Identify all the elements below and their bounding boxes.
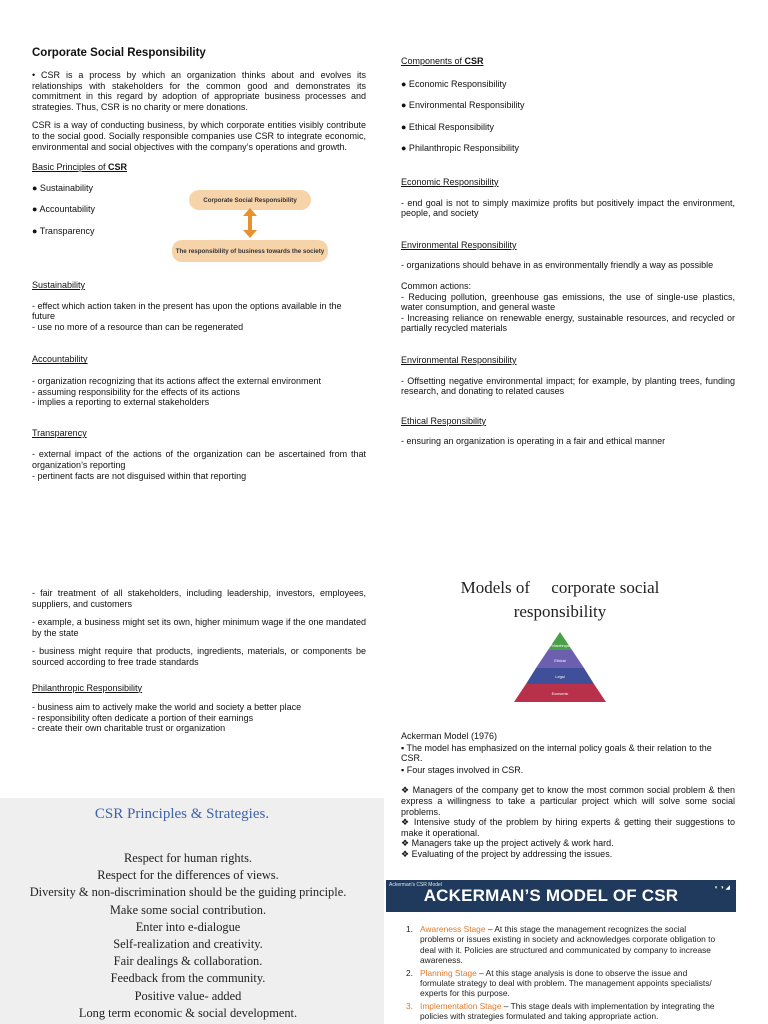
- component-ethical: ● Ethical Responsibility: [401, 121, 494, 132]
- intro-paragraph-1: • CSR is a process by which an organization thinks about and evolves its relationships with stakeholders for the common good and demonstrates its commitment in this regard by adoption of appropriate business processes and strategies. Thus, CSR is no charity or mere donations.: [32, 70, 366, 112]
- pyramid-label-economic: Economic: [551, 692, 569, 696]
- diagram-bottom-box: The responsibility of business towards the society: [172, 240, 328, 262]
- environmental-point-1: - organizations should behave in as environmentally friendly a way as possible: [401, 260, 714, 271]
- stage-name: Implementation Stage: [420, 1000, 502, 1011]
- principle-item: Make some social contribution.: [109, 902, 267, 917]
- principles-title: CSR Principles & Strategies.: [94, 806, 270, 822]
- principles-image: [0, 798, 384, 1024]
- economic-point-1: - end goal is not to simply maximize profits but positively impact the environment, people, and society: [401, 197, 735, 219]
- accountability-point-2: - assuming responsibility for the effects of its actions: [32, 386, 240, 397]
- slide-body: [406, 924, 718, 1024]
- models-title: Models of corporate social responsibility: [460, 578, 660, 621]
- bullet-sustainability: ● Sustainability: [32, 182, 93, 193]
- ackerman-stage-3: ❖ Managers take up the project actively & work hard.: [401, 838, 614, 849]
- principle-item: Respect for the differences of views.: [97, 868, 279, 883]
- pyramid-label-philanthropic: Philanthropic: [549, 644, 571, 648]
- slide-item-planning: 2. Planning Stage – At this stage analysis is done to observe the issue and formulate strategy to deal with problem. The management appoints specialists/ experts for this purpose.: [406, 967, 712, 999]
- slide-header: [386, 880, 736, 912]
- pyramid-label-ethical: Ethical: [554, 659, 566, 663]
- philanthropic-point-1: - business aim to actively make the world and society a better place: [32, 702, 302, 713]
- csr-pyramid: [514, 632, 606, 704]
- stage-name: Awareness Stage: [420, 924, 486, 934]
- environmental-heading-2: Environmental Responsibility: [401, 354, 517, 365]
- transparency-point-1: - external impact of the actions of the organization can be ascertained from that organization’s reporting: [32, 449, 366, 470]
- ethical-point-3: - business might require that products, ingredients, materials, or components be sourced according to free trade standards: [32, 646, 366, 667]
- accountability-point-3: - implies a reporting to external stakeholders: [32, 397, 210, 408]
- ackerman-model-title: Ackerman Model (1976): [401, 731, 498, 741]
- ackerman-slide: [386, 880, 736, 1024]
- environmental-offset-point: - Offsetting negative environmental impact; for example, by planting trees, funding research, and donating to related causes: [401, 375, 735, 397]
- principle-item: Respect for human rights.: [123, 851, 252, 865]
- components-heading: Components of CSR: [401, 56, 484, 66]
- ackerman-point-2: ▪ Four stages involved in CSR.: [401, 764, 524, 775]
- principle-item: Long term economic & social development.: [78, 1005, 298, 1020]
- left-column-lower: [32, 588, 366, 734]
- ackerman-point-1: ▪ The model has emphasized on the internal policy goals & their relation to the CSR.: [401, 742, 712, 764]
- ethical-definition: - ensuring an organization is operating in a fair and ethical manner: [401, 436, 666, 447]
- ackerman-stage-1: ❖ Managers of the company get to know the most common social problem & then express a willingness to take a particular project which will solve some social problems.: [401, 785, 735, 817]
- left-column-details: [32, 280, 366, 481]
- environmental-point-3: - Increasing reliance on renewable energy, sustainable resources, and recycled or partially recycled materials: [401, 312, 735, 334]
- stage-name: Planning Stage: [420, 967, 477, 978]
- transparency-point-2: - pertinent facts are not disguised within that reporting: [32, 470, 247, 481]
- csr-diagram: [172, 186, 328, 264]
- ethical-heading: Ethical Responsibility: [401, 415, 487, 426]
- page-title: Corporate Social Responsibility: [32, 47, 206, 59]
- slide-control-icons: ◐ ◑ ◢: [714, 885, 730, 891]
- double-arrow-icon: [242, 208, 258, 238]
- intro-paragraph-2: CSR is a way of conducting business, by which corporate entities visibly contribute to the social good. Socially responsible companies use CSR to integrate economic, environmental and social objectives with the company’s operations and growth.: [32, 120, 366, 152]
- bullet-accountability: ● Accountability: [32, 204, 95, 215]
- slide-label: Ackerman's CSR Model: [389, 882, 442, 888]
- principle-item: Self-realization and creativity.: [113, 937, 263, 952]
- ethical-point-1: - fair treatment of all stakeholders, including leadership, investors, employees, suppliers, and customers: [32, 588, 366, 609]
- accountability-heading: Accountability: [32, 354, 88, 365]
- pyramid-label-legal: Legal: [555, 675, 565, 679]
- diagram-top-box: Corporate Social Responsibility: [189, 190, 311, 210]
- bullet-transparency: ● Transparency: [32, 225, 95, 236]
- principle-item: Diversity & non-discrimination should be the guiding principle.: [29, 885, 347, 900]
- principle-item: Feedback from the community.: [110, 971, 266, 986]
- component-environmental: ● Environmental Responsibility: [401, 100, 525, 111]
- principle-item: Positive value- added: [134, 988, 242, 1003]
- philanthropic-heading: Philanthropic Responsibility: [32, 682, 143, 693]
- ethical-point-2: - example, a business might set its own, higher minimum wage if the one mandated by the state: [32, 617, 366, 638]
- principles-list: [0, 850, 376, 1022]
- transparency-heading: Transparency: [32, 427, 87, 438]
- sustainability-point-2: - use no more of a resource than can be regenerated: [32, 321, 244, 332]
- ackerman-text: [401, 731, 735, 860]
- slide-title: ACKERMAN’S MODEL OF CSR: [423, 886, 679, 905]
- sustainability-point-1: - effect which action taken in the present has upon the options available in the future: [32, 300, 342, 322]
- right-column-top: [401, 56, 735, 447]
- slide-item-awareness: 1. Awareness Stage – At this stage the management recognizes the social problems or issues existing in society and acknowledges corporate obligation to deal with it. Policies are structured and communicated by company to increase awareness.: [406, 924, 716, 966]
- models-image: [440, 572, 680, 708]
- common-actions-label: Common actions:: [401, 280, 472, 291]
- basic-principles-heading: Basic Principles of CSR: [32, 162, 128, 173]
- principle-item: Fair dealings & collaboration.: [113, 954, 263, 969]
- philanthropic-point-3: - create their own charitable trust or organization: [32, 723, 226, 734]
- ackerman-stage-2: ❖ Intensive study of the problem by hiring experts & getting their suggestions to make it operational.: [401, 817, 735, 838]
- environmental-point-2: - Reducing pollution, greenhouse gas emissions, the use of single-use plastics, water consumption, and general waste: [401, 291, 735, 313]
- component-philanthropic: ● Philanthropic Responsibility: [401, 143, 519, 154]
- component-economic: ● Economic Responsibility: [401, 78, 507, 89]
- sustainability-heading: Sustainability: [32, 280, 86, 290]
- philanthropic-point-2: - responsibility often dedicate a portion of their earnings: [32, 712, 254, 723]
- environmental-heading: Environmental Responsibility: [401, 239, 517, 250]
- economic-heading: Economic Responsibility: [401, 176, 499, 187]
- accountability-point-1: - organization recognizing that its actions affect the external environment: [32, 375, 321, 386]
- slide-item-implementation: 3. Implementation Stage – This stage deals with implementation by integrating the policies with strategies formulated and taking appropriate action.: [406, 1000, 715, 1022]
- principle-item: Enter into e-dialogue: [135, 919, 241, 934]
- ackerman-stage-4: ❖ Evaluating of the project by addressing the issues.: [401, 848, 613, 859]
